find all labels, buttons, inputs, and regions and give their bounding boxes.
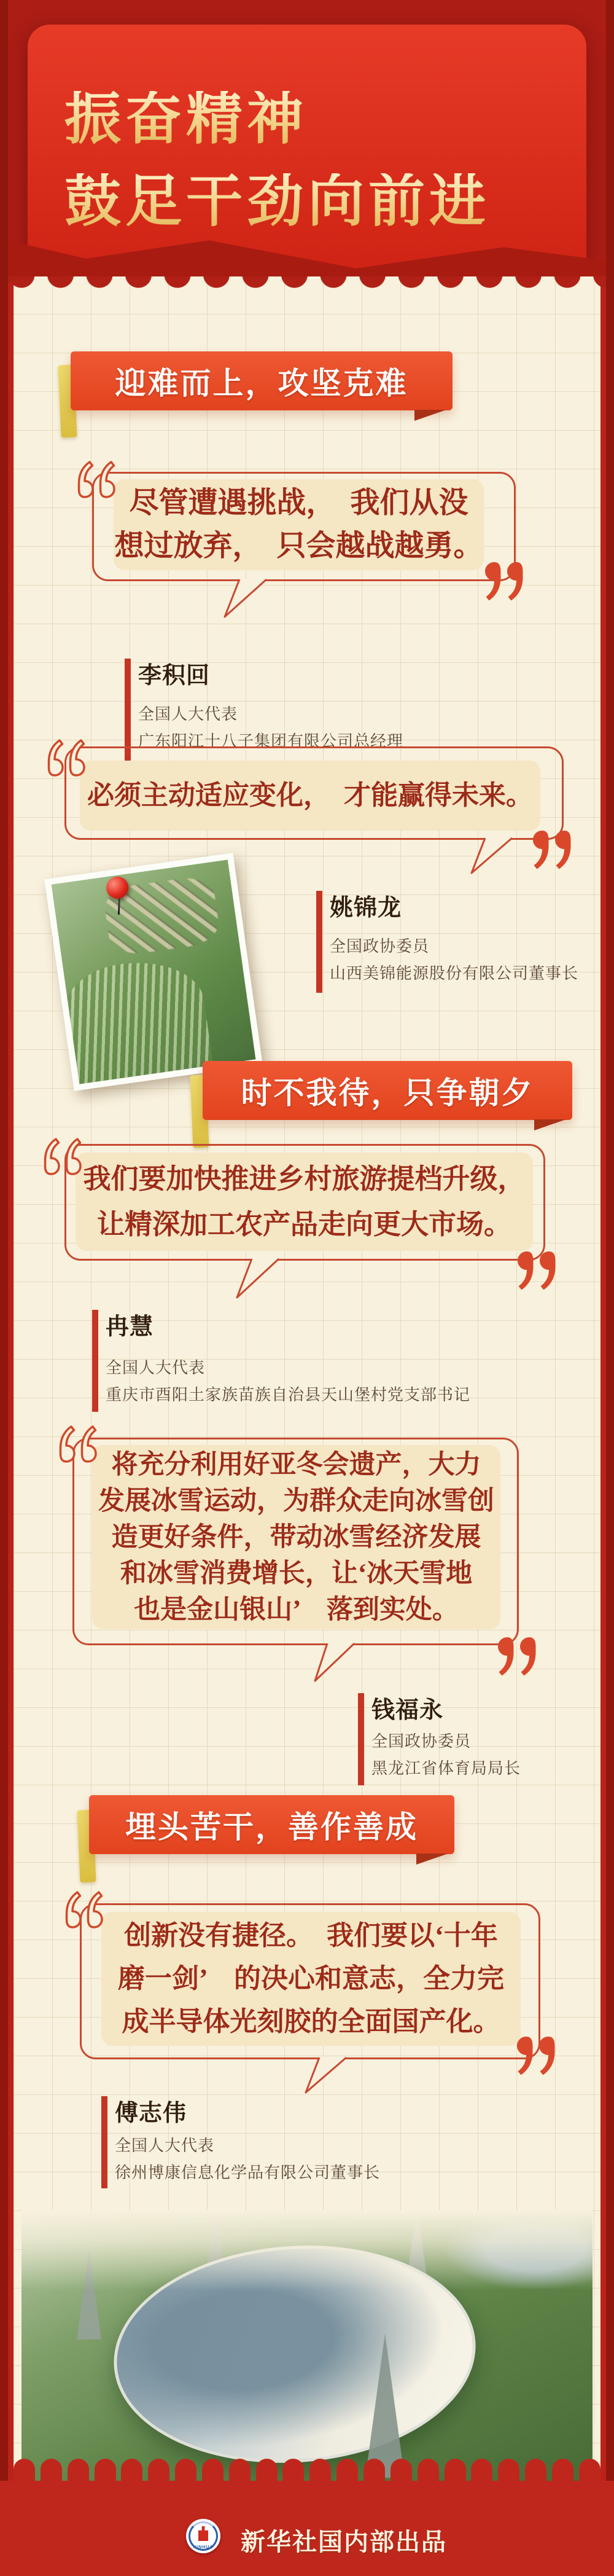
- xinhua-logo-icon: [186, 2519, 220, 2553]
- quote-4-line: 将充分利用好亚冬会遗产，大力: [111, 1450, 481, 1479]
- close-quote-icon: [485, 562, 523, 601]
- bubble-2-tail: [467, 837, 516, 875]
- close-quote-icon: [517, 2037, 555, 2075]
- speaker-5-role: 全国人大代表: [115, 2136, 215, 2155]
- quote-bubble-5: [80, 1903, 540, 2059]
- section-header-1: [71, 351, 453, 410]
- bubble-4-tail: [309, 1643, 358, 1683]
- speaker-2-role: 全国政协委员: [330, 937, 430, 955]
- speaker-5-name: 傅志伟: [115, 2100, 187, 2126]
- torn-edge-top: [0, 276, 614, 291]
- accent-bar: [101, 2096, 107, 2188]
- speaker-2-role: 山西美锦能源股份有限公司董事长: [330, 964, 579, 982]
- section-header-2: [203, 1061, 572, 1120]
- open-quote-icon: [65, 1890, 103, 1928]
- quote-4-line: 和冰雪消费增长，让‘冰天雪地: [120, 1559, 473, 1588]
- quote-bubble-3: [64, 1144, 545, 1261]
- section-header-1-label: 迎难而上，攻坚克难: [115, 366, 408, 401]
- village-photo-image: [52, 859, 256, 1084]
- bubble-2-text-area: [80, 761, 540, 831]
- close-quote-icon: [498, 1637, 536, 1676]
- bubble-5-text-area: [101, 1912, 521, 2046]
- title-card: [28, 25, 586, 283]
- quote-bubble-2: [64, 746, 564, 840]
- publisher-credit: 新华社国内部出品: [241, 2529, 447, 2556]
- bubble-5-tail: [301, 2057, 350, 2095]
- close-quote-icon: [518, 1251, 556, 1290]
- photo-top-fade: [21, 2210, 593, 2290]
- speaker-5-role: 徐州博康信息化学品有限公司董事长: [115, 2163, 381, 2182]
- bubble-3-tail: [233, 1258, 282, 1300]
- left-edge-trim: [0, 0, 8, 2576]
- accent-bar: [316, 891, 322, 993]
- speaker-3-role: 全国人大代表: [106, 1358, 206, 1377]
- bubble-1-text-area: [114, 479, 484, 570]
- accent-bar: [125, 659, 131, 761]
- quote-4-line: 造更好条件，带动冰雪经济发展: [111, 1522, 481, 1552]
- speaker-1-role: 广东阳江十八子集团有限公司总经理: [138, 732, 404, 750]
- open-quote-icon: [44, 1137, 82, 1175]
- village-photo: [44, 853, 262, 1091]
- quote-bubble-1: [92, 472, 516, 581]
- speaker-2-name: 姚锦龙: [330, 895, 402, 921]
- speaker-4-role: 全国政协委员: [371, 1732, 472, 1750]
- quote-3-line: 我们要加快推进乡村旅游提档升级，: [83, 1164, 526, 1194]
- bubble-3-text-area: [76, 1153, 533, 1251]
- quote-4-line: 发展冰雪运动，为群众走向冰雪创: [98, 1486, 494, 1516]
- quote-5-line: 创新没有捷径。 我们要以‘十年: [124, 1920, 498, 1951]
- terraced-fields: [56, 953, 214, 1084]
- bubble-1-tail: [221, 579, 270, 619]
- quote-bubble-4: [72, 1438, 519, 1645]
- quote-3-line: 让精深加工农产品走向更大市场。: [96, 1209, 511, 1240]
- poster-title-line1: 振奋精神: [64, 88, 308, 151]
- speaker-1-role: 全国人大代表: [138, 705, 238, 723]
- section-header-3-label: 埋头苦干，善作善成: [125, 1810, 418, 1844]
- quote-1-line: 尽管遭遇挑战， 我们从没: [129, 487, 468, 519]
- quote-1-line: 想过放弃， 只会越战越勇。: [114, 530, 483, 562]
- bubble-4-text-area: [92, 1445, 500, 1629]
- open-quote-icon: [47, 738, 85, 777]
- accent-bar: [92, 1310, 98, 1412]
- speaker-3-role: 重庆市酉阳土家族苗族自治县天山堡村党支部书记: [106, 1385, 471, 1404]
- accent-bar: [358, 1693, 364, 1785]
- quote-4-line: 也是金山银山’ 落到实处。: [134, 1595, 459, 1624]
- speaker-3-name: 冉慧: [106, 1314, 154, 1340]
- torn-edge-bottom: [14, 2459, 600, 2482]
- section-header-2-label: 时不我待，只争朝夕: [241, 1076, 534, 1110]
- close-quote-icon: [533, 831, 571, 869]
- speaker-4-role: 黑龙江省体育局局长: [371, 1759, 521, 1777]
- quote-5-line: 成半导体光刻胶的全面国产化。: [122, 2006, 500, 2037]
- quote-5-line: 磨一剑’ 的决心和意志，全力完: [117, 1963, 505, 1994]
- speaker-4-name: 钱福永: [371, 1697, 444, 1723]
- open-quote-icon: [77, 460, 115, 498]
- open-quote-icon: [59, 1424, 97, 1463]
- right-edge-trim: [606, 0, 614, 2576]
- speaker-1-name: 李积回: [138, 663, 211, 689]
- section-header-3: [89, 1795, 454, 1854]
- poster-title-line2: 鼓足干劲向前进: [64, 170, 491, 233]
- fast-telescope-photo: [21, 2210, 593, 2481]
- quote-2-line: 必须主动适应变化， 才能赢得未来。: [87, 780, 533, 810]
- logo-caption: XINHUA: [193, 2545, 214, 2550]
